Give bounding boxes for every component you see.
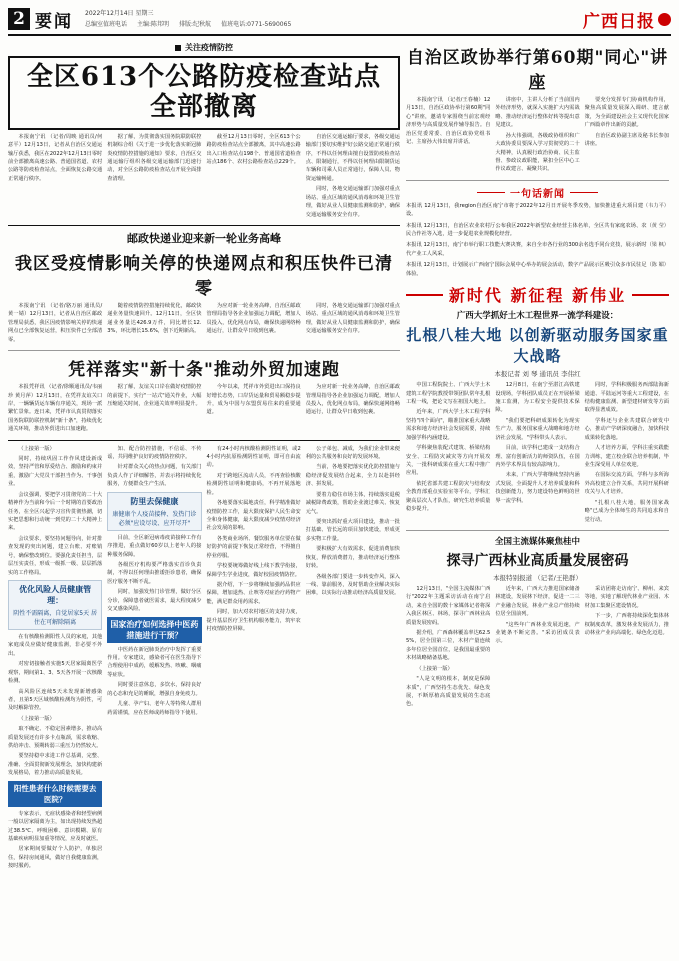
article3-extra: 为应对新一轮业务高峰，自治区邮政管理局指导各企业加强运力调配，增加人员投入，优化网点布局，确保快递网络畅通运行，让群众早日收到包裹。 — [305, 384, 400, 416]
article2-headline: 我区受疫情影响关停的快递网点和积压快件已清零 — [15, 254, 393, 299]
feature-byline: 本报记者 刘 琴 通讯员 李伟红 — [494, 370, 581, 379]
lead-body — [8, 133, 400, 221]
right-top-byline: 本报南宁讯 （记者/王春楠）12月13日，自治区政协举行第60期"同心"讲座，邀请专家围绕当前宏观经济形势与高质量发展作辅导报告。自治区党委常委、自治区政协党组书记、主席孙大伟出席并讲话。 — [406, 97, 491, 146]
lower-col-2 — [107, 445, 201, 873]
lead-col-3 — [207, 133, 301, 221]
feature-col-1 — [406, 381, 490, 526]
right-top-headline: 自治区政协举行第60期"同心"讲座 — [406, 48, 669, 93]
lead-para-2: 自治区交通运输厅要求，各级交通运输部门要切实维护好公路交通正常通行秩序，不得以任何理由擅自设置防疫检查站点、限制通行，不得以任何理由限制货运车辆和司乘人员正常通行，保障人员、物资运输畅通。 — [305, 133, 400, 182]
brand-name: 广西日报 — [583, 11, 655, 32]
lower-c2-box-title: 防里去保健康 — [130, 496, 179, 506]
lower-c3-p0: 有24小时内核酸检测阴性证明，或24小时内抗原检测阴性证明，即可自由流动。 — [206, 445, 301, 469]
feature-p11: 在国际交流方面，学科与多所海外高校建立合作关系，共同开展科研攻关与人才培养。 — [584, 472, 669, 496]
lower-c1-p1: 会议强调，要把学习贯彻党的二十大精神作为当前和今后一个时期的首要政治任务，在全区兴起学习宣传贯彻热潮，切实把思想和行动统一到党的二十大精神上来。 — [8, 491, 103, 532]
lead-headline: 全区613个公路防疫检查站点全部撤离 — [8, 56, 400, 130]
bottom-p1: 据介绍，广西森林覆盖率达62.55%，居全国第三位，木材产量连续多年位居全国首位，是我国最重要的木材战略储备基地。 — [406, 630, 491, 662]
lower-c1-s1: 居家期间要做好个人防护，单独居住，保持房间通风，做好自我健康监测，按时服药。 — [8, 846, 103, 870]
lower-c2-r1: 同时要注意休息，多饮水，保持良好的心态和充足的睡眠，增强自身免疫力。 — [107, 682, 202, 697]
feature-p10: 人才培养方面，学科注重实践能力训练，建立校企联合培养机制，毕业生深受用人单位欢迎。 — [584, 445, 669, 468]
section-title: 要闻 — [35, 11, 73, 32]
article3-para-0: 据了解，友谊关口岸在做好疫情防控的前提下，实行"一站式"通关作业，大幅压缩通关时间，企业通关效率明显提升。 — [107, 384, 202, 407]
lead-para-3: 同时，各地交通运输部门加强对重点场站、重点区域的通风消毒和环境卫生管理，做好从业人员健康监测和防护，确保交通运输服务安全有序。 — [305, 186, 400, 218]
lower-c1-s0: 专家表示，无症状感染者和轻型病例一般以居家隔离为主，如出现持续发热超过38.5℃、呼吸困难、意识模糊、原有基础疾病明显加重等情况，应及时就医。 — [8, 810, 103, 842]
news-item-text: 本报讯 12月13日，我region自治区南宁市将于2022年12月日开展冬季攻势，加快推进重大项目建设。 — [406, 202, 644, 218]
article2-kicker: 邮政快递业迎来新一轮业务高峰 — [127, 232, 281, 245]
lower-c2-p1: 针对群众关心的热点问题，有关部门负责人作了详细解答，并表示将持续优化服务，方便群众生产生活。 — [107, 464, 202, 488]
campaign-band-label: 新时代 新征程 新伟业 — [448, 286, 627, 306]
rule-left-icon — [477, 192, 505, 193]
article2-para-0: 随着疫情防控措施持续优化，邮政快递业务量快速回升。12月11日，全区快递业务量达426.9万件，同比增长12.3%，环比增长15.6%，创下近期新高。 — [107, 303, 202, 335]
divider-3 — [8, 440, 400, 441]
lower-c2-box — [107, 492, 201, 531]
lower-c2-r0: 中医药在新冠肺炎治疗中发挥了重要作用。专家建议，感染者可在医生指导下合理使用中成药，缓解发热、咳嗽、咽痛等症状。 — [107, 646, 202, 678]
lower-c1-box-title: 优化风险人员健康管理： — [19, 584, 92, 605]
lower-c4-p4: 要积极扩大有效需求，促进消费加快恢复，释放消费潜力，推动经济运行整体好转。 — [305, 546, 400, 570]
lower-c3-p4: 学校要统筹做好线上线下教学衔接，保障学生学业进度，做好校园疫情防控。 — [206, 563, 301, 578]
lower-c4-q0: 各级各部门要进一步转变作风，深入一线、靠前服务，及时帮助企业解决实际困难，以实际行动推动经济高质量发展。 — [305, 573, 400, 597]
feature-body — [406, 381, 669, 526]
feature-p3: 依托省部共建工程防灾与结构安全教育部重点实验室等平台，学科汇聚高层次人才队伍，研究生培养质量稳步提升。 — [406, 480, 491, 513]
masthead-meta-1: 主编:陈邦明 — [137, 21, 170, 28]
feature-headline: 扎根八桂大地 以创新驱动服务国家重大战略 — [406, 326, 669, 366]
masthead-meta-0: 总编室值班电话 — [85, 21, 128, 28]
lead-para-0: 据了解，为贯彻落实国务院联防联控机制综合组《关于进一步优化落实新冠肺炎疫情防控措施的通知》要求，自治区交通运输厅组织各级交通运输部门迅速行动，对全区公路防疫检查站点开展全面排查清理。 — [107, 133, 202, 182]
lower-c2-r2: 儿童、孕产妇、老年人等特殊人群用药需谨慎，应在医师或药师指导下使用。 — [107, 701, 202, 716]
feature-col-3 — [585, 381, 669, 526]
lower-c1-label2: （上接第一版） — [18, 715, 55, 722]
news-item-sign: （韦力平） — [643, 202, 669, 209]
feature-p6: 目前，该学科已建成一支结构合理、富有创新活力的师资队伍，在国内外学术界具有较高影响力。 — [495, 445, 580, 468]
lower-c4-p2: 要着力稳住市场主体，持续落实退税减税降费政策，帮助企业渡过难关、恢复元气。 — [305, 491, 400, 515]
bottom-cont-0: "人是文明的根本，制度是保障本质"，广西坚持生态优先、绿色发展，不断厚植高质量发展的生态底色。 — [406, 676, 491, 708]
lower-c1-r1: 要坚持稳中求进工作总基调，完整、准确、全面贯彻新发展理念，加快构建新发展格局，着力推动高质量发展。 — [8, 753, 103, 777]
feature-p9: 学科还与企业共建联合研发中心，推动产学研深度融合，加快科技成果转化落地。 — [584, 417, 669, 441]
news-item-text: 本报讯 12月13日，南宁市举行职工技能大赛决赛，来自全市各行业的300余名选手同台竞技，展示新时代产业工人风采。 — [406, 242, 647, 257]
campaign-band — [406, 283, 669, 306]
lower-c2-box-sub: 康健康个人疫苗接种、发热门诊必须"应设尽设、应开尽开" — [112, 510, 197, 527]
masthead-meta-2: 排版:纪秋航 — [179, 21, 212, 28]
bottom-cont-1: "这些年广西林业发展迅速，产业链条不断完善。"采访团成员表示。 — [495, 621, 580, 645]
right-top-p2: 要充分发挥专门协商机构作用，聚焦高质量发展深入调研、建言献策，为全面建设社会主义现代化国家广西篇章作出新的贡献。 — [584, 97, 669, 129]
lower-c3-p2: 各地要落实属地责任，科学精准做好疫情防控工作，最大限度保护人民生命安全和身体健康，最大限度减少疫情对经济社会发展的影响。 — [206, 500, 301, 532]
article3-byline: 本报凭祥讯 （记者/徐顺通讯员/韦丽珍 黄月萍）12月13日，在凭祥友谊关口岸，一辆辆货运车辆有序通关，现场一派繁忙景象。连日来，凭祥市认真贯彻落实国务院联防联控机制"新十条"，持续优化通关环境，推动外贸进出口加速跑。 — [8, 384, 103, 433]
lead-byline: 本报南宁讯 （记者/周映 通讯员/何意平）12月13日，记者从自治区交通运输厅获悉，我区在2022年12月13日零时前全部撤离高速公路、普通国省道、农村公路等防疫检查站点，全面恢复公路交通正常通行秩序。 — [8, 133, 103, 182]
one-sentence-list — [406, 202, 669, 278]
lower-c1-box-sub: 阴性不需隔离，自觉居家5天 居住在可解除隔离 — [13, 609, 97, 626]
article3-headline: 凭祥落实"新十条"推动外贸加速跑 — [68, 360, 340, 381]
lower-c1-label: （上接第一版） — [18, 445, 55, 452]
article2-byline: 本报南宁讯 （记者/骆万丽 通讯员/黄一婧）12月13日，记者从自治区邮政管理局获悉，我区因疫情影响关停的快递网点已全部恢复运营，积压快件已全部清零。 — [8, 303, 103, 343]
one-sentence-title: 一句话新闻 — [510, 188, 565, 200]
feature-p7: 未来，广西大学将继续坚持内涵式发展，全面提升人才培养质量和科技创新能力，努力建设特色鲜明的世界一流学科。 — [495, 472, 580, 504]
lower-c3-q1: 同时，加大对农村地区的支持力度，提升基层医疗卫生机构服务能力，筑牢农村疫情防控屏障。 — [206, 609, 301, 633]
feature-p4: 12月8日，在南宁至湛江高铁建设现场，学科团队成员正在开展桥梁施工监测，为工程安全提供技术保障。 — [495, 382, 580, 414]
lower-c4-p1: 当前，各地要把落实优化防控措施与稳经济促发展结合起来，全力以赴拼经济、拼发展。 — [305, 464, 400, 488]
lower-c3-p1: 对于跨地区流动人员，不再查验核酸检测阴性证明和健康码，不再开展落地检。 — [206, 472, 301, 496]
lower-c1-box — [8, 580, 102, 630]
bottom-col-3 — [585, 585, 669, 711]
lower-c1-r0: 取不确定、不稳定因素增多，推动高质量发展还有许多卡点瓶颈，需求收缩、供给冲击、预期转弱三重压力仍然较大。 — [8, 726, 103, 750]
masthead-date: 2022年12月14日 星期三 — [85, 10, 154, 17]
news-item-text: 本报讯 12月13日，自治区农业农村厅公布我区2022年新型农业经营主体名单，全区共有家庭农场、农民合作社等入选，进一步促进农业规模化经营。 — [406, 222, 647, 238]
bottom-byline: 本报特别报道 （记者/王艳群） — [493, 573, 582, 582]
lead-col-2 — [107, 133, 201, 221]
lower-c1-q1: 对密切接触者实施5天居家隔离医学观察，期间第1、3、5天各开展一次核酸检测。 — [8, 661, 103, 685]
lower-c3-q0: 据介绍，下一步将继续加强药品供应保障，增加退热、止咳等对症治疗药物产能，满足群众用药需求。 — [206, 581, 301, 605]
brand — [583, 7, 671, 32]
article2-para-1: 为应对新一轮业务高峰，自治区邮政管理局指导各企业加强运力调配，增加人员投入，优化网点布局，确保快递网络畅通运行，让群众早日收到包裹。 — [206, 303, 301, 335]
lead-col-4 — [306, 133, 400, 221]
news-item — [406, 261, 669, 278]
feature-p5: "我们要把科研成果转化为现实生产力，服务国家重大战略和地方经济社会发展。"学科带头人表示。 — [495, 417, 580, 441]
lower-c2-q1: 各级医疗机构要严格落实首诊负责制，不得以任何理由推诿拒诊患者，确保医疗服务不断不乱。 — [107, 562, 202, 585]
article2-extra: 同时，各地交通运输部门加强对重点场站、重点区域的通风消毒和环境卫生管理，做好从业人员健康监测和防护，确保交通运输服务安全有序。 — [305, 303, 400, 335]
feature-eyebrow: 广西大学抓好土木工程世界一流学科建设： — [456, 311, 619, 322]
article2-body — [8, 302, 400, 346]
news-item — [406, 202, 669, 219]
bottom-body — [406, 585, 669, 711]
rule-right-icon — [570, 192, 598, 193]
divider-2 — [8, 350, 400, 351]
right-column — [406, 40, 669, 956]
right-top-p0: 讲座中，主讲人分析了当前国内外经济形势，就深入实施扩大内需战略、推动经济运行整体好转等提出意见建议。 — [495, 97, 580, 129]
page-number: 2 — [8, 8, 30, 30]
article3-body — [8, 383, 400, 436]
lower-c1-q0: 在有核酸检测阳性人员的家庭，其他家庭成员应做好健康监测，非必要不外出。 — [8, 633, 103, 657]
lower-c2-subhead: 国家治疗如何选择中医药措施进行干预？ — [107, 617, 201, 643]
news-item-sign: （陈 媚） — [646, 262, 669, 269]
lead-kicker — [8, 42, 400, 53]
divider-r2 — [406, 530, 669, 531]
feature-p0: 中国工程院院士、广西大学土木建筑工程学院教授带领团队常年扎根工程一线，把论文写在祖国大地上。 — [406, 382, 491, 406]
masthead-meta — [85, 9, 291, 29]
band-rule-left-icon — [406, 294, 443, 296]
lower-c1-p0: 同时，持续巩固工作作风建设新成效，坚持严管和厚爱结合、激励和约束并重，激励广大党员干部担当作为、干事创业。 — [8, 456, 103, 488]
bottom-cont-2: 下一步，广西将持续深化集体林权制度改革，激发林业发展活力，推动林业产业向高端化、绿色化迈进。 — [584, 613, 669, 637]
band-rule-right-icon — [632, 294, 669, 296]
right-top-p3: 自治区政协副主席及秘书长参加讲座。 — [584, 132, 669, 148]
right-top-body — [406, 96, 669, 176]
feature-p1: 近年来，广西大学土木工程学科坚持"四个面向"，瞄准国家重大战略需求和地方经济社会发展需要，持续加强学科内涵建设。 — [406, 409, 491, 441]
feature-p8: 同时，学科积极服务西部陆海新通道、平陆运河等重大工程建设，在结构健康监测、新型建材研发等方面取得显著成效。 — [584, 382, 669, 414]
news-item-sign: （黄 莹） — [646, 222, 669, 229]
divider-r1 — [406, 180, 669, 181]
divider-1 — [8, 225, 400, 226]
bottom-p3: 采访团将走访南宁、柳州、来宾等地，实地了解现代林业产业园、木材加工集聚区建设情况。 — [584, 585, 669, 609]
bottom-cont-label: （上接第一版） — [416, 665, 453, 672]
lead-para-1: 截至12月13日零时，全区613个公路防疫检查站点全部撤离，其中高速公路出入口检查站点198个、普通国省道检查站点186个、农村公路检查站点229个。 — [206, 133, 301, 166]
lower-c3-p3: 各类商业场所、餐饮服务单位要在做好防护的前提下恢复正常经营，不得擅自停业停服。 — [206, 535, 301, 559]
one-sentence-header — [406, 185, 669, 200]
right-top-p1: 孙大伟强调，各级政协组织和广大政协委员要深入学习贯彻党的二十大精神，认真履行政治协商、民主监督、参政议政职能，紧扣全区中心工作议政建言、凝聚共识。 — [495, 132, 580, 173]
left-lower-grid — [8, 445, 400, 873]
feature-p2: 学科聚焦装配式建筑、桥梁结构安全、工程防灾减灾等方向开展攻关，一批科研成果在重大工程中推广应用。 — [406, 445, 491, 477]
lower-col-1 — [8, 445, 102, 873]
lower-c2-q2: 同时，加强发热门诊管理，做好分区分诊，保障患者就医需求，最大程度减少交叉感染风险。 — [107, 589, 202, 613]
lead-col-1 — [8, 133, 102, 221]
feature-col-2 — [495, 381, 579, 526]
lower-c4-p3: 要突出抓好重大项目建设，推动一批打基础、管长远的项目加快建设，形成更多实物工作量。 — [305, 519, 400, 542]
lead-kicker-label: 关注疫情防控 — [185, 43, 233, 52]
news-item-sign: （梁 枫） — [646, 242, 669, 249]
lower-c1-p2: 会议要求，要坚持问题导向，针对排查发现的突出问题，建立台账、对账销号，确保整改到位。要强化责任担当，层层压实责任，形成一级抓一级、层层抓落实的工作格局。 — [8, 535, 103, 576]
news-item-text: 本报讯 12月13日，计划展示广西南宁国际会展中心举办的展会活动，数字产品展示区吸引众多市民驻足体验。 — [406, 262, 647, 277]
bottom-eyebrow: 全国主流媒体聚焦桂中 — [494, 536, 580, 547]
lower-col-4 — [306, 445, 400, 873]
bottom-col-1 — [406, 585, 490, 711]
lower-c2-p0: 知、配合防控措施，不信谣、不传谣，共同维护良好的疫情防控秩序。 — [107, 445, 202, 461]
feature-p12: "扎根八桂大地，服务国家战略"已成为全体师生的共同追求和自觉行动。 — [584, 499, 669, 523]
brand-mark-icon — [658, 13, 671, 26]
news-item — [406, 222, 669, 239]
masthead-meta-3: 值班电话:0771-5690065 — [221, 21, 292, 28]
masthead — [8, 6, 671, 36]
lower-c1-subhead: 阳性患者什么时候需要去医院？ — [8, 781, 102, 807]
bottom-p0: 12月13日，"全国主流媒体广西行"2022年主题采访活动在南宁启动，来自全国的数十家媒体记者将深入我区林区、林场，探寻广西林业高质量发展密码。 — [406, 585, 491, 626]
left-column — [8, 40, 400, 956]
article3-para-1: 今年以来，凭祥市外贸进出口保持良好增长态势，口岸货运量和贸易额稳步提升，成为中国与东盟贸易往来的重要通道。 — [206, 384, 301, 416]
lower-c1-q2: 高风险区连续5天未发现新增感染者，且第5天区域核酸检测均为阴性，可及时解除管控。 — [8, 688, 103, 712]
news-item — [406, 241, 669, 258]
lower-c4-p0: 公子弟包、减成，为我们企业带来便利的公共服务和良好的发展环境。 — [305, 445, 400, 461]
bottom-col-2 — [495, 585, 579, 711]
lower-col-3 — [207, 445, 301, 873]
square-bullet-icon — [175, 45, 181, 51]
bottom-p2: 近年来，广西大力推进国家储备林建设，发展林下经济，促进一二三产业融合发展，林业产业总产值持续位居全国前列。 — [495, 585, 580, 618]
bottom-headline: 探寻广西林业高质量发展密码 — [446, 552, 629, 569]
lower-c2-q0: 目前，全区新冠病毒疫苗接种工作有序推进，重点做好60岁以上老年人的接种服务保障。 — [107, 534, 202, 558]
